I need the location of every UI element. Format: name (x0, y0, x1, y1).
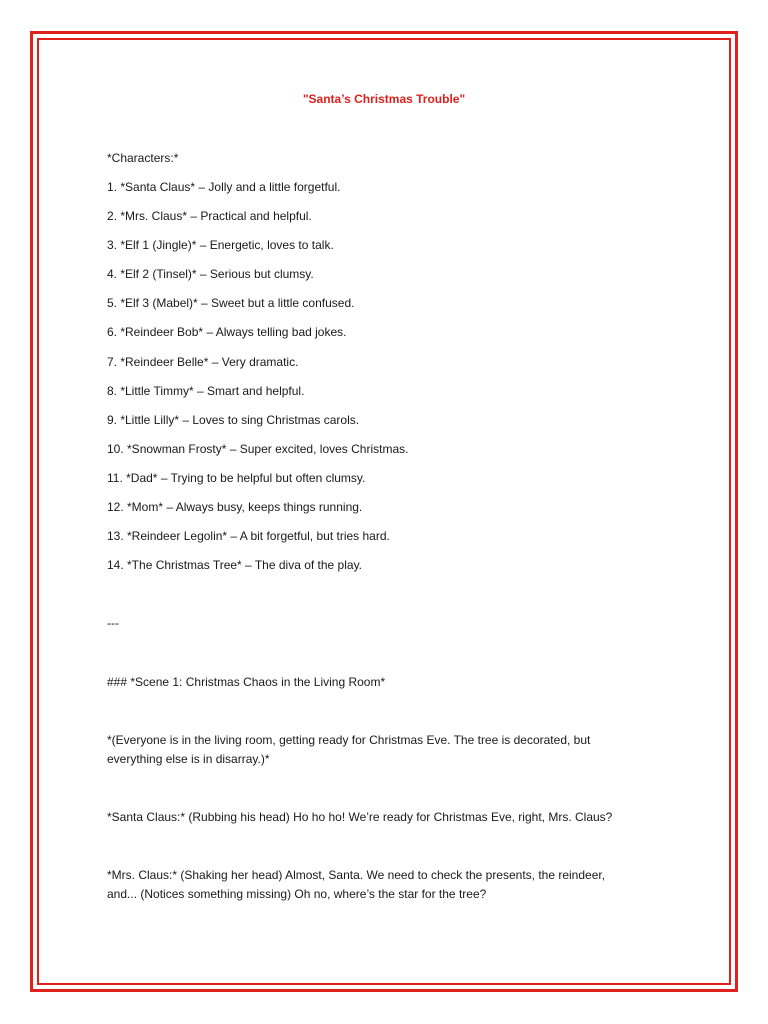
character-item: 2. *Mrs. Claus* – Practical and helpful. (107, 209, 312, 223)
character-item: 3. *Elf 1 (Jingle)* – Energetic, loves to talk. (107, 238, 334, 252)
character-item: 11. *Dad* – Trying to be helpful but often clumsy. (107, 471, 366, 485)
character-item: 5. *Elf 3 (Mabel)* – Sweet but a little confused. (107, 296, 355, 310)
character-item: 12. *Mom* – Always busy, keeps things running. (107, 500, 363, 514)
dialogue-line: *Santa Claus:* (Rubbing his head) Ho ho ho! We’re ready for Christmas Eve, right, Mrs. Claus? (107, 810, 613, 824)
character-item: 4. *Elf 2 (Tinsel)* – Serious but clumsy. (107, 267, 314, 281)
character-item: 13. *Reindeer Legolin* – A bit forgetful, but tries hard. (107, 529, 390, 543)
character-item: 10. *Snowman Frosty* – Super excited, loves Christmas. (107, 442, 409, 456)
character-item: 14. *The Christmas Tree* – The diva of the play. (107, 558, 363, 572)
scene-heading: ### *Scene 1: Christmas Chaos in the Living Room* (107, 675, 386, 689)
document-title: "Santa’s Christmas Trouble" (302, 92, 466, 106)
characters-heading: *Characters:* (107, 151, 179, 165)
section-separator: --- (107, 616, 119, 630)
character-item: 8. *Little Timmy* – Smart and helpful. (107, 384, 305, 398)
character-item: 7. *Reindeer Belle* – Very dramatic. (107, 355, 299, 369)
character-item: 9. *Little Lilly* – Loves to sing Christmas carols. (107, 413, 360, 427)
stage-direction: *(Everyone is in the living room, getting ready for Christmas Eve. The tree is decorated, but everything else is in disarray.)* (107, 733, 591, 766)
character-item: 1. *Santa Claus* – Jolly and a little forgetful. (107, 180, 341, 194)
dialogue-line: *Mrs. Claus:* (Shaking her head) Almost, Santa. We need to check the presents, the reindeer, and... (Notices something missing) Oh no, where’s the star for the tree? (107, 868, 606, 901)
character-item: 6. *Reindeer Bob* – Always telling bad jokes. (107, 325, 347, 339)
